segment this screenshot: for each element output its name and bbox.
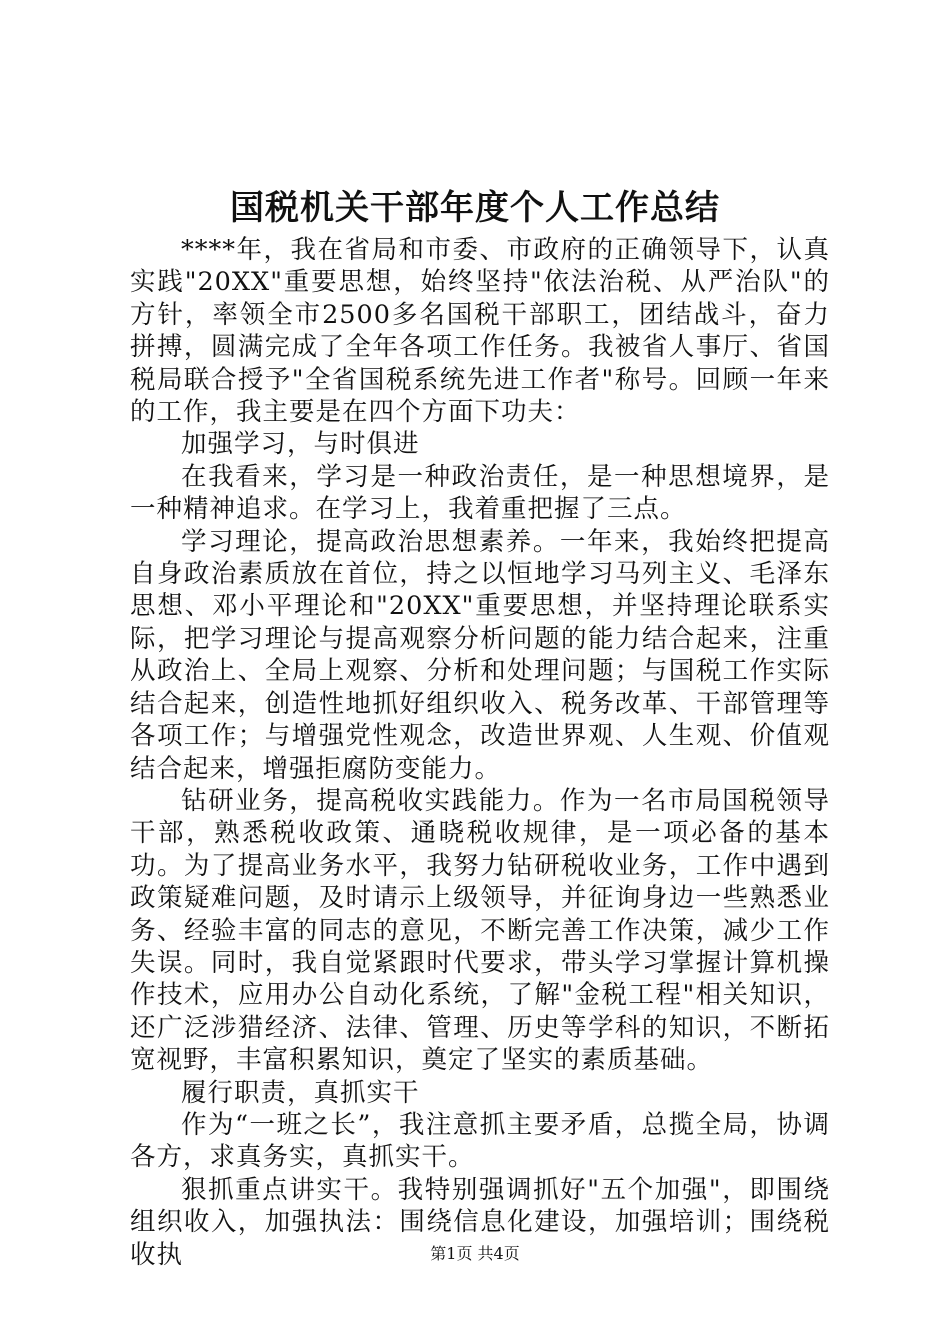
- paragraph-business: 钻研业务，提高税收实践能力。作为一名市局国税领导干部，熟悉税收政策、通晓税收规律，是一项必备的基本功。为了提高业务水平，我努力钻研税收业务，工作中遇到政策疑难问题，及时请示上级领导，并征询身边一些熟悉业务、经验丰富的同志的意见，不断完善工作决策，减少工作失误。同时，我自觉紧跟时代要求，带头学习掌握计算机操作技术，应用办公自动化系统，了解"金税工程"相关知识，还广泛涉猎经济、法律、管理、历史等学科的知识，不断拓宽视野，丰富积累知识，奠定了坚实的素质基础。: [130, 785, 830, 1076]
- section-heading-study: 加强学习，与时俱进: [181, 429, 420, 460]
- paragraph-leader: 作为“一班之长”，我注意抓主要矛盾，总揽全局，协调各方，求真务实，真抓实干。: [130, 1109, 830, 1173]
- document-title: 国税机关干部年度个人工作总结: [230, 188, 720, 228]
- paragraph-focus: 狠抓重点讲实干。我特别强调抓好"五个加强"，即围绕组织收入，加强执法：围绕信息化建设，加强培训；围绕税收执: [130, 1174, 830, 1270]
- page-footer: 第1页 共4页: [430, 1244, 520, 1263]
- section-heading-duty: 履行职责，真抓实干: [181, 1077, 420, 1108]
- paragraph-study-intro: 在我看来，学习是一种政治责任，是一种思想境界，是一种精神追求。在学习上，我着重把握了三点。: [130, 461, 830, 525]
- paragraph-intro: ****年，我在省局和市委、市政府的正确领导下，认真实践"20XX"重要思想，始终坚持"依法治税、从严治队"的方针，率领全市2500多名国税干部职工，团结战斗，奋力拼搏，圆满完成了全年各项工作任务。我被省人事厅、省国税局联合授予"全省国税系统先进工作者"称号。回顾一年来的工作，我主要是在四个方面下功夫：: [130, 235, 830, 428]
- document-body: [130, 234, 830, 1271]
- paragraph-theory: 学习理论，提高政治思想素养。一年来，我始终把提高自身政治素质放在首位，持之以恒地学习马列主义、毛泽东思想、邓小平理论和"20XX"重要思想，并坚持理论联系实际，把学习理论与提高观察分析问题的能力结合起来，注重从政治上、全局上观察、分析和处理问题；与国税工作实际结合起来，创造性地抓好组织收入、税务改革、干部管理等各项工作；与增强党性观念，改造世界观、人生观、价值观结合起来，增强拒腐防变能力。: [130, 526, 830, 784]
